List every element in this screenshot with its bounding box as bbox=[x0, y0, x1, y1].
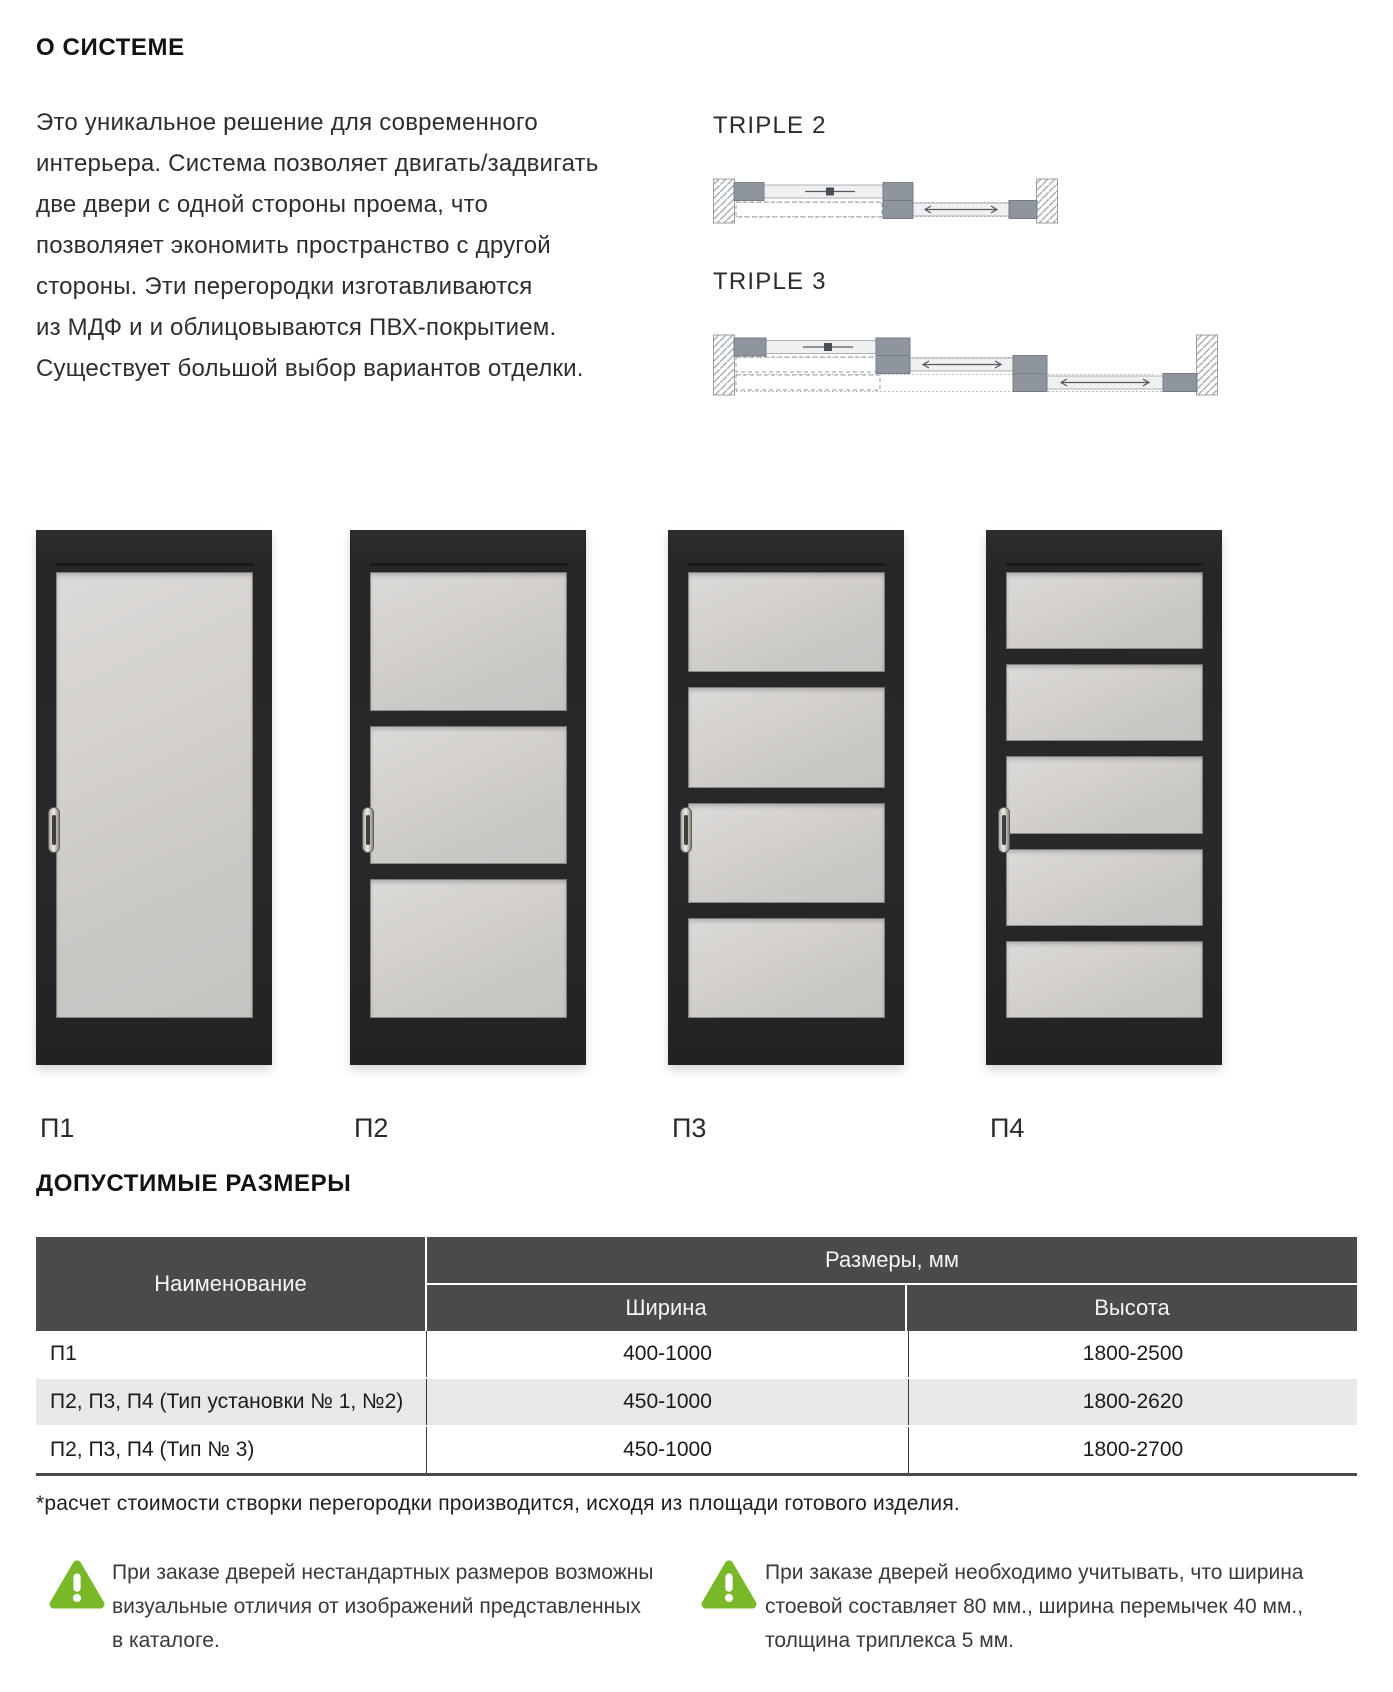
door-figure-П3 bbox=[668, 530, 904, 1143]
wall-hatch-right bbox=[1197, 335, 1218, 395]
column-header-width: Ширина bbox=[427, 1285, 907, 1331]
glass-section bbox=[1006, 756, 1203, 833]
sizes-section-title: ДОПУСТИМЫЕ РАЗМЕРЫ bbox=[36, 1170, 352, 1197]
door-handle bbox=[48, 807, 60, 853]
door-handle-slot bbox=[366, 815, 370, 845]
price-footnote: *расчет стоимости створки перегородки производится, исходя из площади готового изделия. bbox=[36, 1492, 960, 1515]
door-handle bbox=[998, 807, 1010, 853]
note-line: При заказе дверей нестандартных размеров возможны bbox=[112, 1561, 654, 1584]
door-panel-П1 bbox=[36, 530, 272, 1065]
note-text bbox=[112, 1556, 672, 1658]
door-handle-slot bbox=[1002, 815, 1006, 845]
sizes-table-header bbox=[36, 1237, 1357, 1331]
door-figure-П4 bbox=[986, 530, 1222, 1143]
door-label: П3 bbox=[672, 1113, 707, 1143]
doors-row bbox=[0, 530, 1393, 1170]
door-figure-П2 bbox=[350, 530, 586, 1143]
glass-section bbox=[1006, 572, 1203, 649]
door-glass-area bbox=[1006, 572, 1203, 1018]
about-paragraph-line: интерьера. Система позволяет двигать/задвигать bbox=[36, 150, 599, 177]
door-handle-slot bbox=[684, 815, 688, 845]
cell-height: 1800-2500 bbox=[1082, 1342, 1184, 1365]
warning-icon bbox=[48, 1558, 106, 1610]
glass-section bbox=[370, 726, 567, 865]
triple3-scheme-diagram bbox=[713, 334, 1218, 396]
warning-icon bbox=[700, 1558, 758, 1610]
glass-section bbox=[688, 572, 885, 672]
glass-section bbox=[370, 572, 567, 711]
door-handle bbox=[362, 807, 374, 853]
cell-height: 1800-2700 bbox=[1082, 1438, 1184, 1461]
door-panel-П3 bbox=[668, 530, 904, 1065]
glass-section bbox=[688, 687, 885, 787]
group-header-sizes: Размеры, мм bbox=[427, 1237, 1357, 1285]
note-line: визуальные отличия от изображений представленных bbox=[112, 1595, 641, 1618]
about-paragraph-line: Это уникальное решение для современного bbox=[36, 109, 538, 136]
table-body bbox=[36, 1331, 1357, 1476]
glass-section bbox=[370, 879, 567, 1018]
glass-section bbox=[688, 918, 885, 1018]
door-panel-П4 bbox=[986, 530, 1222, 1065]
glass-section bbox=[1006, 941, 1203, 1018]
installation-diagrams bbox=[713, 112, 1233, 396]
glass-section bbox=[1006, 664, 1203, 741]
cell-name: П1 bbox=[36, 1331, 427, 1377]
door-glass-area bbox=[56, 572, 253, 1018]
door-handle bbox=[680, 807, 692, 853]
about-paragraph bbox=[36, 102, 599, 389]
about-paragraph-line: Существует большой выбор вариантов отделки. bbox=[36, 355, 584, 382]
door-glass-area bbox=[688, 572, 885, 1018]
glass-section bbox=[1006, 849, 1203, 926]
column-header-sizes-group bbox=[427, 1237, 1357, 1331]
sizes-table bbox=[36, 1237, 1357, 1476]
door-label: П4 bbox=[990, 1113, 1025, 1143]
door-handle-slot bbox=[52, 815, 56, 845]
triple2-label: TRIPLE 2 bbox=[713, 112, 827, 139]
cell-name: П2, П3, П4 (Тип установки № 1, №2) bbox=[36, 1379, 427, 1425]
glass-section bbox=[688, 803, 885, 903]
table-row bbox=[36, 1377, 1357, 1425]
triple2-scheme-diagram bbox=[713, 178, 1058, 224]
table-row bbox=[36, 1425, 1357, 1473]
door-label: П1 bbox=[40, 1113, 75, 1143]
note-text bbox=[765, 1556, 1365, 1658]
wall-hatch-left bbox=[714, 179, 735, 223]
about-paragraph-line: позволяяет экономить пространство с другой bbox=[36, 232, 551, 259]
glass-section bbox=[56, 572, 253, 1018]
column-header-height: Высота bbox=[1094, 1295, 1170, 1320]
door-label: П2 bbox=[354, 1113, 389, 1143]
triple3-label: TRIPLE 3 bbox=[713, 268, 827, 295]
cell-width: 400-1000 bbox=[427, 1331, 909, 1377]
about-paragraph-line: две двери с одной стороны проема, что bbox=[36, 191, 489, 218]
door-panel-П2 bbox=[350, 530, 586, 1065]
about-section-title: О СИСТЕМЕ bbox=[36, 34, 185, 61]
note-line: толщина триплекса 5 мм. bbox=[765, 1629, 1014, 1652]
cell-width: 450-1000 bbox=[427, 1379, 909, 1425]
door-figure-П1 bbox=[36, 530, 272, 1143]
note-line: в каталоге. bbox=[112, 1629, 220, 1652]
about-paragraph-line: стороны. Эти перегородки изготавливаются bbox=[36, 273, 533, 300]
cell-name: П2, П3, П4 (Тип № 3) bbox=[36, 1427, 427, 1473]
about-paragraph-line: из МДФ и и облицовываются ПВХ-покрытием. bbox=[36, 314, 557, 341]
cell-width: 450-1000 bbox=[427, 1427, 909, 1473]
column-header-name: Наименование bbox=[36, 1237, 427, 1331]
wall-hatch-right bbox=[1037, 179, 1058, 223]
door-glass-area bbox=[370, 572, 567, 1018]
table-row bbox=[36, 1331, 1357, 1377]
note-line: При заказе дверей необходимо учитывать, что ширина bbox=[765, 1561, 1304, 1584]
cell-height: 1800-2620 bbox=[1082, 1390, 1184, 1413]
note-line: стоевой составляет 80 мм., ширина перемычек 40 мм., bbox=[765, 1595, 1304, 1618]
wall-hatch-left bbox=[714, 335, 735, 395]
